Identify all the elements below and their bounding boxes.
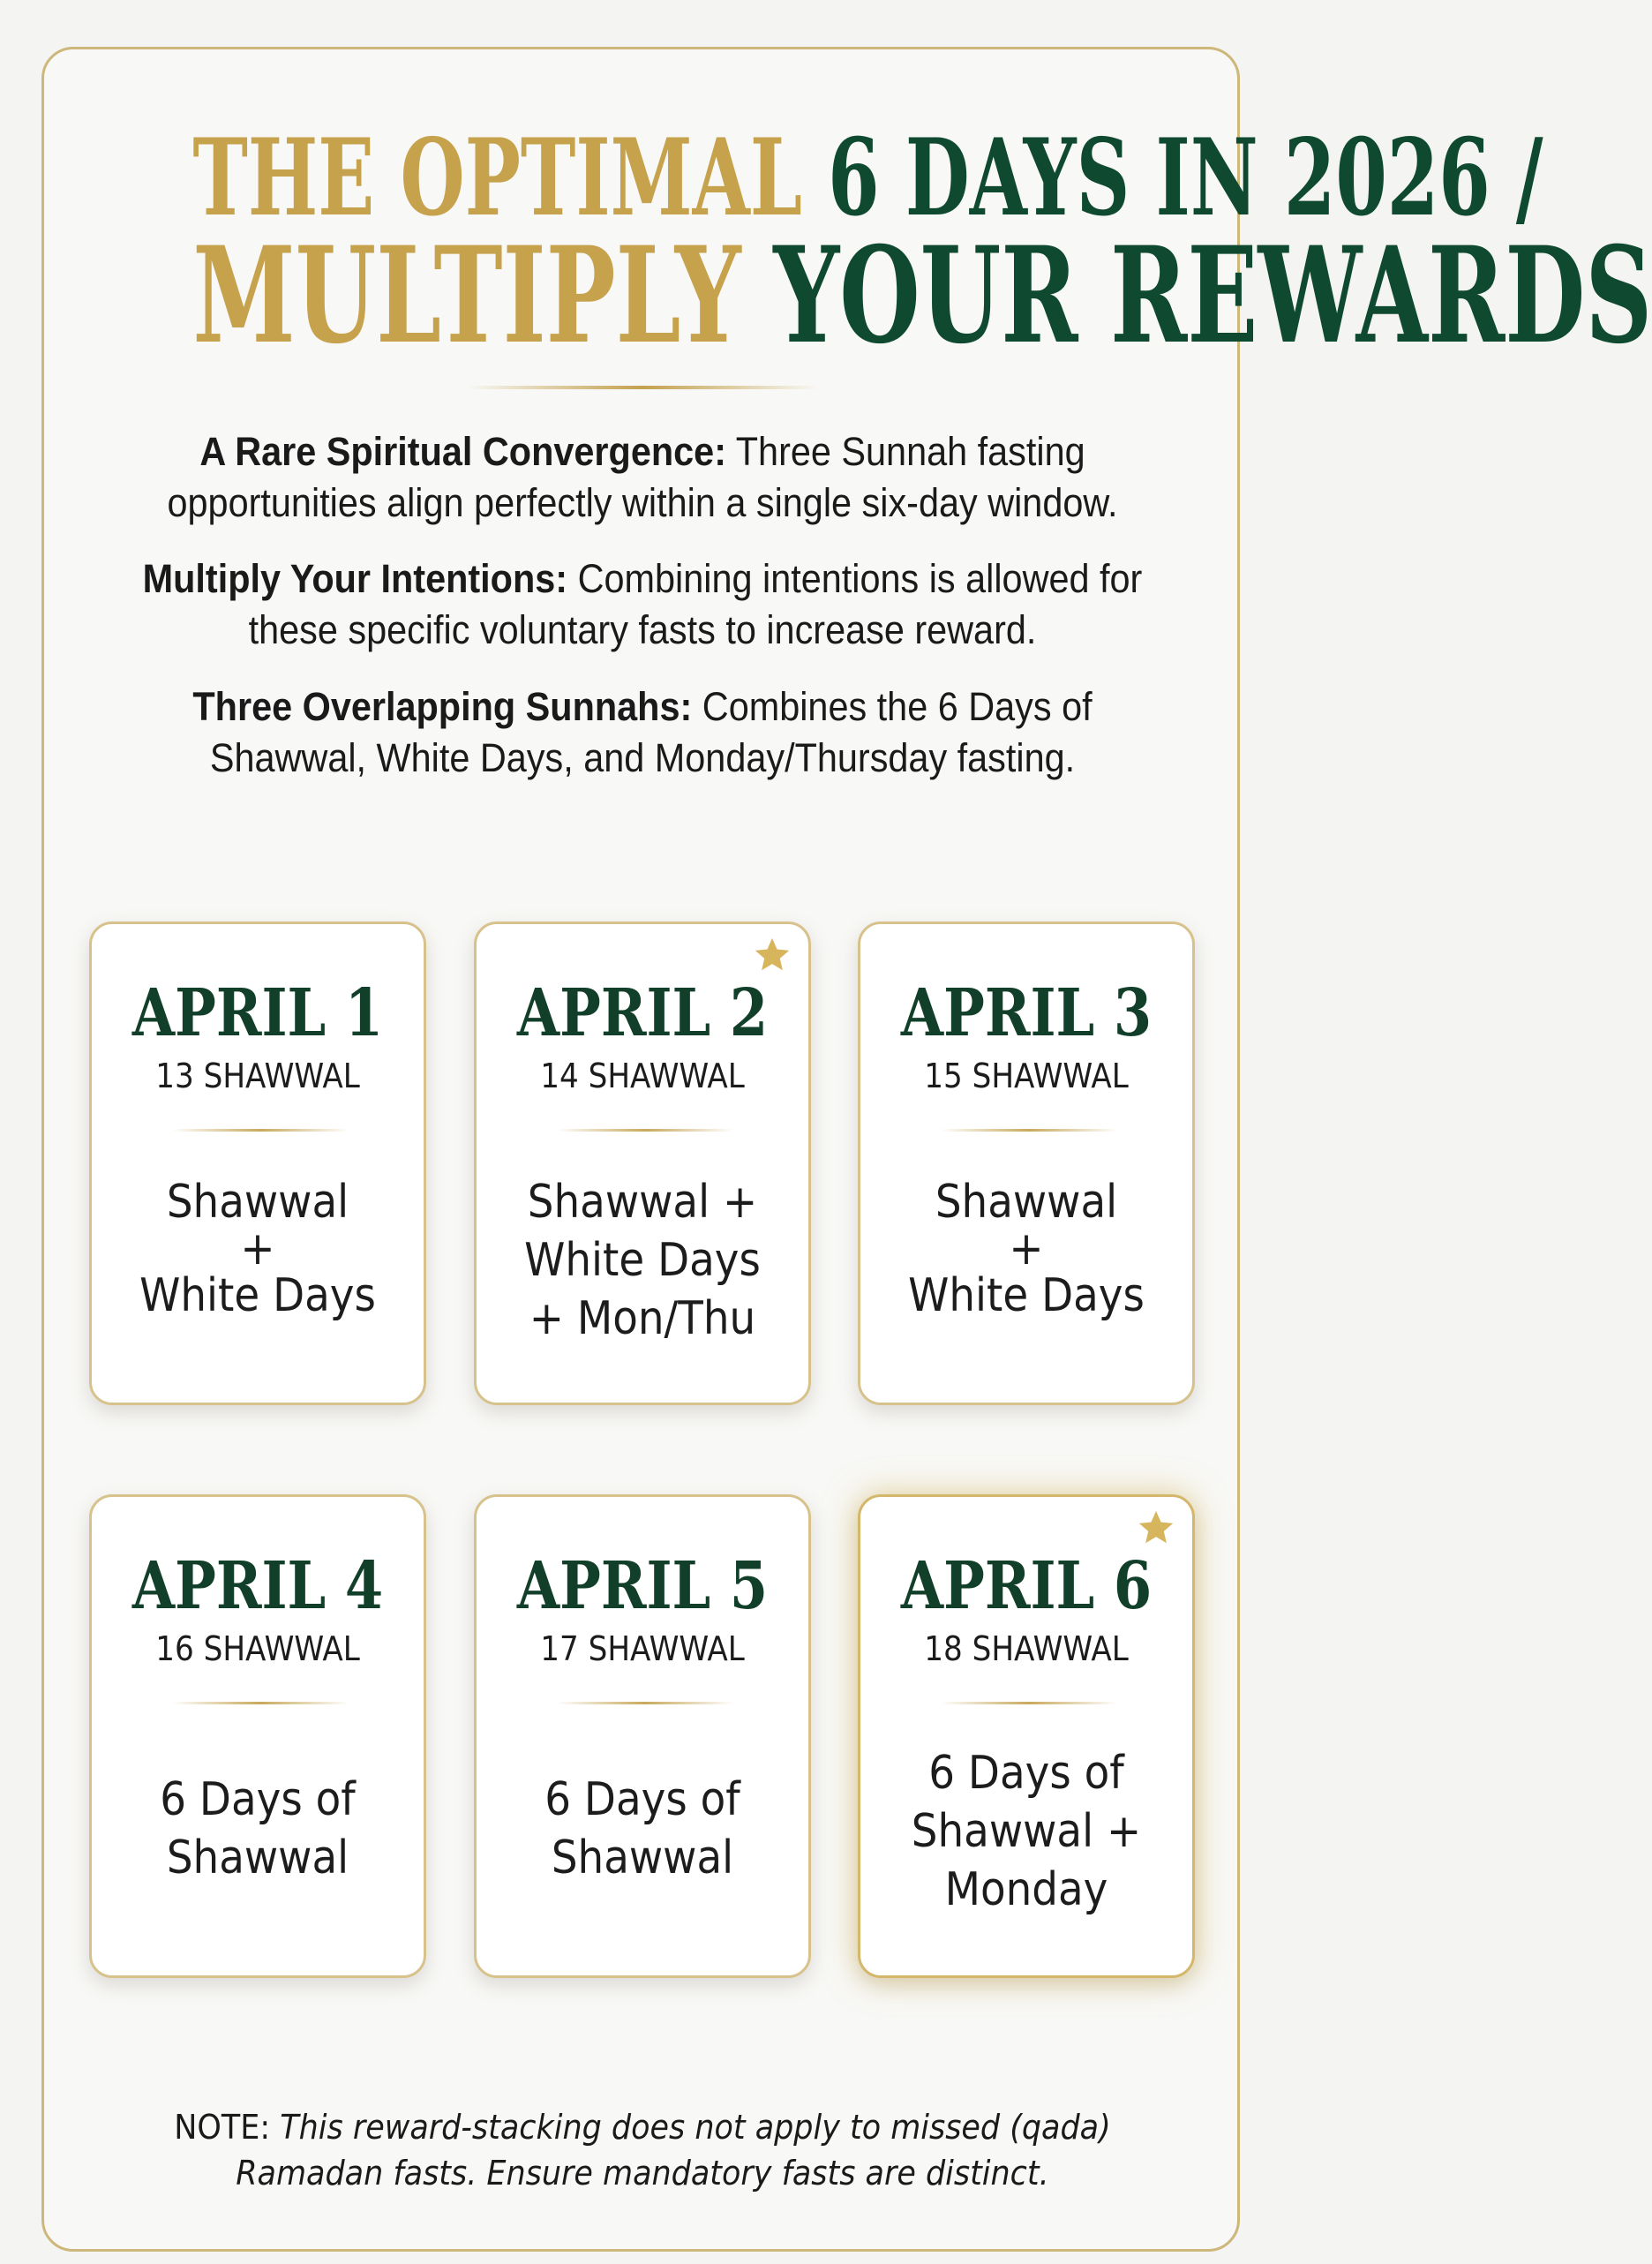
- card-desc-line: 6 Days of: [928, 1747, 1124, 1800]
- card-desc-line: White Days: [139, 1269, 376, 1322]
- card-desc-line: 6 Days of: [160, 1773, 356, 1826]
- title-green-part-1: 6 DAYS IN 2026 /: [828, 116, 1543, 240]
- point-label: Multiply Your Intentions:: [142, 556, 568, 601]
- card-hijri-date: 13 SHAWWAL: [155, 1057, 360, 1095]
- day-card-april-6: [858, 1494, 1195, 1978]
- point-intentions: [132, 553, 1153, 656]
- title-green-part-2: YOUR REWARDS: [773, 218, 1652, 373]
- point-text: Combines the 6 Days of Shawwal, White Days, and Monday/Thursday fasting.: [209, 684, 1093, 780]
- card-description: [885, 1173, 1168, 1325]
- card-desc-line: Monday: [944, 1863, 1108, 1916]
- card-desc-line: White Days: [908, 1269, 1145, 1322]
- card-date: APRIL 4: [131, 1548, 384, 1624]
- title-gold-part-1: THE OPTIMAL: [192, 116, 802, 240]
- card-desc-line: + Mon/Thu: [529, 1292, 756, 1345]
- title-divider: [466, 386, 819, 389]
- point-text: Three Sunnah fasting opportunities align perfectly within a single six-day window.: [167, 429, 1118, 525]
- title-gold-part-2: MULTIPLY: [192, 218, 741, 373]
- card-date: APRIL 6: [900, 1548, 1153, 1624]
- card-hijri-date: 18 SHAWWAL: [924, 1629, 1129, 1668]
- card-description: [116, 1771, 399, 1887]
- card-date: APRIL 1: [131, 975, 384, 1051]
- card-divider: [172, 1702, 349, 1704]
- day-card-april-2: [474, 921, 811, 1405]
- card-hijri-date: 16 SHAWWAL: [155, 1629, 360, 1668]
- card-desc-line: Shawwal: [166, 1832, 349, 1884]
- card-divider: [557, 1129, 733, 1132]
- card-divider: [172, 1129, 349, 1132]
- card-divider: [941, 1702, 1117, 1704]
- card-description: [116, 1173, 399, 1325]
- card-hijri-date: 14 SHAWWAL: [540, 1057, 745, 1095]
- point-convergence: [132, 426, 1153, 529]
- point-text: Combining intentions is allowed for these specific voluntary fasts to increase reward.: [248, 556, 1143, 652]
- card-desc-line: +: [1009, 1222, 1044, 1275]
- card-hijri-date: 15 SHAWWAL: [924, 1057, 1129, 1095]
- note-label: NOTE:: [174, 2108, 271, 2147]
- card-desc-line: White Days: [524, 1234, 761, 1287]
- card-date: APRIL 5: [516, 1548, 769, 1624]
- day-card-april-4: [89, 1494, 426, 1978]
- card-desc-line: Shawwal: [166, 1176, 349, 1229]
- point-sunnahs: [132, 681, 1153, 784]
- title-line-1: [192, 116, 1543, 240]
- card-desc-line: Shawwal +: [911, 1805, 1142, 1858]
- card-desc-line: Shawwal: [551, 1832, 734, 1884]
- card-desc-line: +: [240, 1222, 275, 1275]
- card-description: [501, 1173, 784, 1348]
- point-label: Three Overlapping Sunnahs:: [192, 684, 693, 729]
- title-line-2: [192, 218, 1652, 373]
- card-date: APRIL 2: [516, 975, 769, 1051]
- card-desc-line: Shawwal: [935, 1176, 1118, 1229]
- card-divider: [941, 1129, 1117, 1132]
- day-card-april-3: [858, 921, 1195, 1405]
- footer-note: [132, 2104, 1153, 2196]
- note-line-2: Ramadan fasts. Ensure mandatory fasts are distinct.: [236, 2154, 1049, 2193]
- point-label: A Rare Spiritual Convergence:: [199, 429, 726, 474]
- card-description: [501, 1771, 784, 1887]
- note-line-1: This reward-stacking does not apply to missed (qada): [280, 2108, 1111, 2147]
- card-description: [885, 1744, 1168, 1919]
- day-card-april-5: [474, 1494, 811, 1978]
- card-desc-line: 6 Days of: [544, 1773, 740, 1826]
- day-card-april-1: [89, 921, 426, 1405]
- star-icon: [752, 935, 792, 975]
- card-hijri-date: 17 SHAWWAL: [540, 1629, 745, 1668]
- card-desc-line: Shawwal +: [527, 1176, 758, 1229]
- star-icon: [1136, 1508, 1176, 1548]
- card-divider: [557, 1702, 733, 1704]
- card-date: APRIL 3: [900, 975, 1153, 1051]
